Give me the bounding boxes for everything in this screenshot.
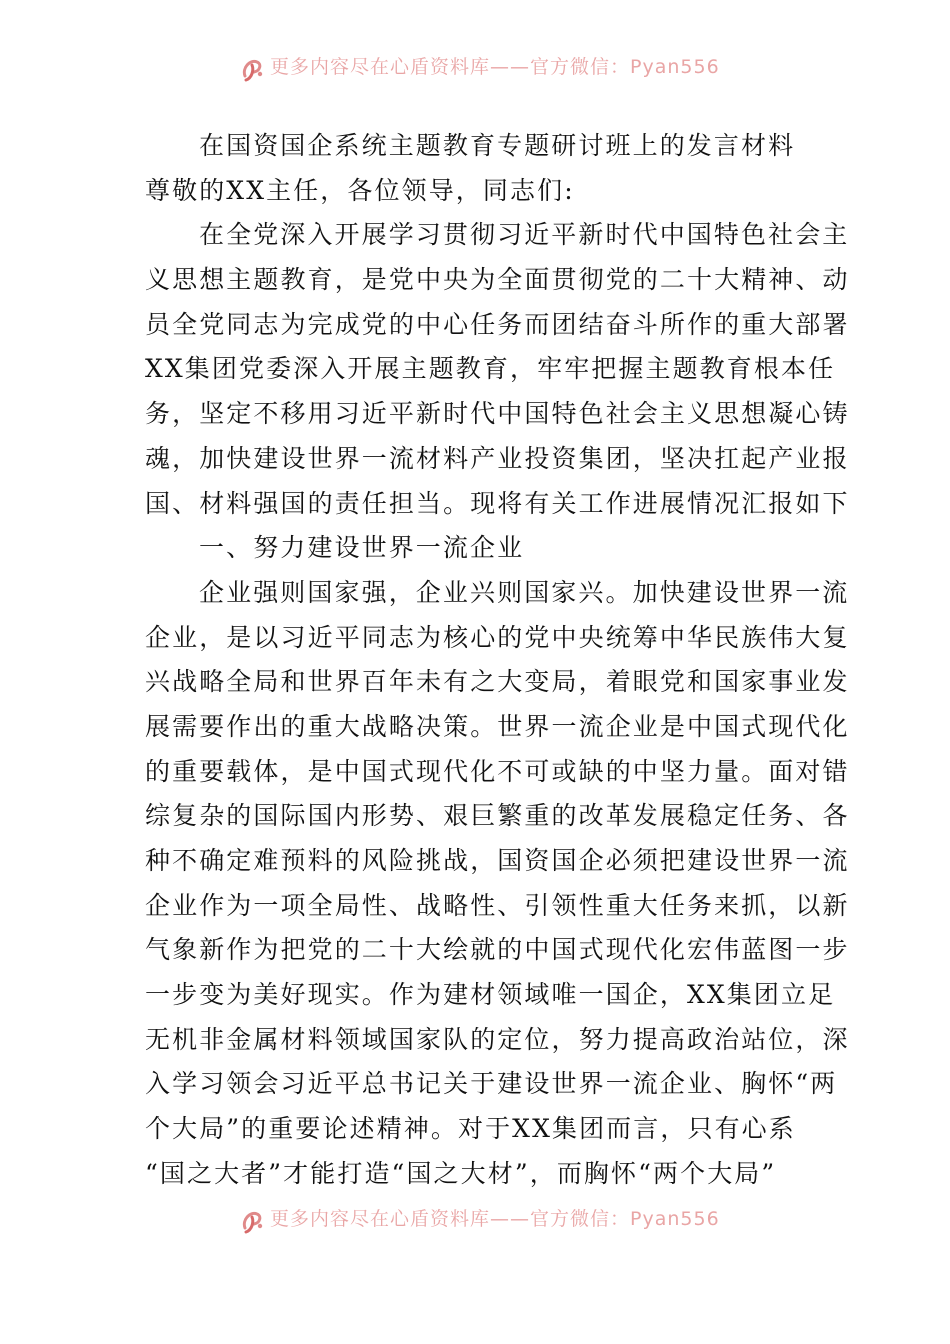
watermark-text: 更多内容尽在心盾资料库——官方微信：Pyan556	[270, 55, 720, 78]
paragraph-line: 无机非金属材料领域国家队的定位，努力提高政治站位，深	[145, 1024, 850, 1054]
paragraph-line: 气象新作为把党的二十大绘就的中国式现代化宏伟蓝图一步	[145, 935, 850, 965]
paragraph-line: 国、材料强国的责任担当。现将有关工作进展情况汇报如下	[145, 488, 850, 518]
paragraph-line: 兴战略全局和世界百年未有之大变局，着眼党和国家事业发	[145, 667, 850, 697]
paragraph-line: “国之大者”才能打造“国之大材”，而胸怀“两个大局”	[145, 1158, 777, 1188]
paragraph-line: 义思想主题教育，是党中央为全面贯彻党的二十大精神、动	[145, 265, 850, 295]
paragraph-1	[145, 213, 850, 526]
paragraph-line: 在全党深入开展学习贯彻习近平新时代中国特色社会主	[199, 220, 850, 250]
watermark-header	[240, 54, 720, 84]
section-heading: 一、努力建设世界一流企业	[199, 533, 525, 563]
brand-logo-icon	[240, 56, 266, 82]
brand-logo-icon	[240, 1208, 266, 1234]
paragraph-line: 入学习领会习近平总书记关于建设世界一流企业、胸怀“两	[145, 1069, 838, 1099]
paragraph-line: 企业作为一项全局性、战略性、引领性重大任务来抓，以新	[145, 890, 850, 920]
document-body	[145, 124, 850, 1197]
watermark-text: 更多内容尽在心盾资料库——官方微信：Pyan556	[270, 1207, 720, 1230]
paragraph-line: 企业，是以习近平同志为核心的党中央统筹中华民族伟大复	[145, 622, 850, 652]
paragraph-line: 种不确定难预料的风险挑战，国资国企必须把建设世界一流	[145, 846, 850, 875]
paragraph-line: XX集团党委深入开展主题教育，牢牢把握主题教育根本任	[145, 354, 836, 384]
paragraph-line: 展需要作出的重大战略决策。世界一流企业是中国式现代化	[145, 711, 850, 741]
paragraph-line: 一步变为美好现实。作为建材领域唯一国企，XX集团立足	[145, 980, 836, 1010]
document-title: 在国资国企系统主题教育专题研讨班上的发言材料	[199, 131, 796, 160]
paragraph-line: 综复杂的国际国内形势、艰巨繁重的改革发展稳定任务、各	[145, 801, 850, 831]
paragraph-line: 的重要载体，是中国式现代化不可或缺的中坚力量。面对错	[145, 756, 850, 786]
paragraph-line: 魂，加快建设世界一流材料产业投资集团，坚决扛起产业报	[145, 443, 850, 473]
paragraph-2	[145, 571, 850, 1197]
salutation: 尊敬的XX主任，各位领导，同志们:	[145, 175, 575, 205]
watermark-footer	[240, 1206, 720, 1236]
paragraph-line: 个大局”的重要论述精神。对于XX集团而言，只有心系	[145, 1114, 796, 1144]
paragraph-line: 务，坚定不移用习近平新时代中国特色社会主义思想凝心铸	[145, 399, 850, 429]
paragraph-line: 企业强则国家强，企业兴则国家兴。加快建设世界一流	[199, 577, 850, 607]
paragraph-line: 员全党同志为完成党的中心任务而团结奋斗所作的重大部署	[145, 309, 850, 339]
